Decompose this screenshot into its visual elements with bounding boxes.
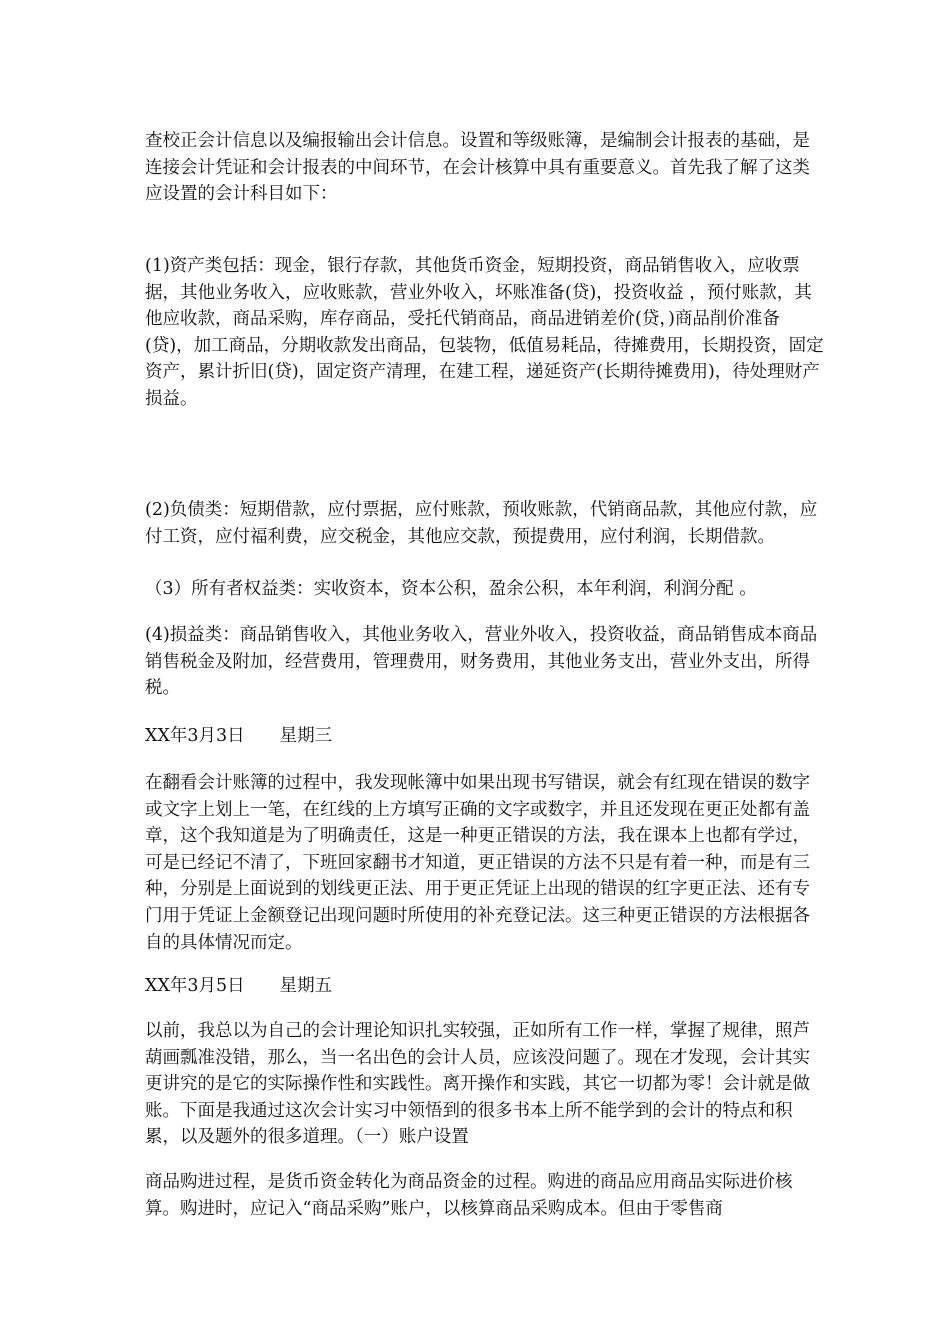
paragraph-income: (4)损益类：商品销售收入，其他业务收入，营业外收入，投资收益，商品销售成本商品销售税金及附加，经营费用，管理费用，财务费用，其他业务支出，营业外支出，所得税。 bbox=[145, 625, 818, 699]
paragraph-purchasing: 商品购进过程，是货币资金转化为商品资金的过程。购进的商品应用商品实际进价核算。购进时，应记入“商品采购”账户，以核算商品采购成本。但由于零售商 bbox=[145, 1172, 793, 1219]
paragraph-equity: （3）所有者权益类：实收资本，资本公积，盈余公积，本年利润，利润分配 。 bbox=[145, 579, 757, 599]
paragraph-practice: 以前，我总以为自己的会计理论知识扎实较强，正如所有工作一样，掌握了规律，照芦葫画瓢准没错，那么，当一名出色的会计人员，应该没问题了。现在才发现，会计其实更讲究的是它的实际操作性和实践性。离开操作和实践，其它一切都为零！会计就是做账。下面是我通过这次会计实习中领悟到的很多书本上所不能学到的会计的特点和积累，以及题外的很多道理。（一）账户设置 bbox=[145, 1021, 810, 1148]
date-heading-mar-5: XX年3月5日 星期五 bbox=[145, 976, 333, 996]
paragraph-assets: (1)资产类包括：现金，银行存款，其他货币资金，短期投资，商品销售收入，应收票据，其他业务收入，应收账款，营业外收入，坏账准备(贷)，投资收益 ，预付账款，其他应收款，商品采购，库存商品，受托代销商品，商品进销差价(贷，)商品削价准备(贷)，加工商品，分期收款发出商品，包装物，低值易耗品，待摊费用，长期投资，固定资产，累计折旧(贷)，固定资产清理，在建工程，递延资产(长期待摊费用)，待处理财产损益。 bbox=[145, 256, 824, 409]
paragraph-corrections: 在翻看会计账簿的过程中，我发现帐簿中如果出现书写错误，就会有红现在错误的数字或文字上划上一笔，在红线的上方填写正确的文字或数字，并且还发现在更正处都有盖章，这个我知道是为了明确责任，这是一种更正错误的方法，我在课本上也都有学过，可是已经记不清了，下班回家翻书才知道，更正错误的方法不只是有着一种，而是有三种，分别是上面说到的划线更正法、用于更正凭证上出现的错误的红字更正法、还有专门用于凭证上金额登记出现问题时所使用的补充登记法。这三种更正错误的方法根据各自的具体情况而定。 bbox=[145, 773, 810, 953]
date-heading-mar-3: XX年3月3日 星期三 bbox=[145, 726, 333, 746]
paragraph-intro: 查校正会计信息以及编报输出会计信息。设置和等级账簿，是编制会计报表的基础，是连接会计凭证和会计报表的中间环节，在会计核算中具有重要意义。首先我了解了这类应设置的会计科目如下： bbox=[145, 131, 810, 205]
paragraph-liabilities: (2)负债类：短期借款，应付票据，应付账款，预收账款，代销商品款，其他应付款，应付工资，应付福利费，应交税金，其他应交款，预提费用，应付利润，长期借款。 bbox=[145, 500, 818, 547]
